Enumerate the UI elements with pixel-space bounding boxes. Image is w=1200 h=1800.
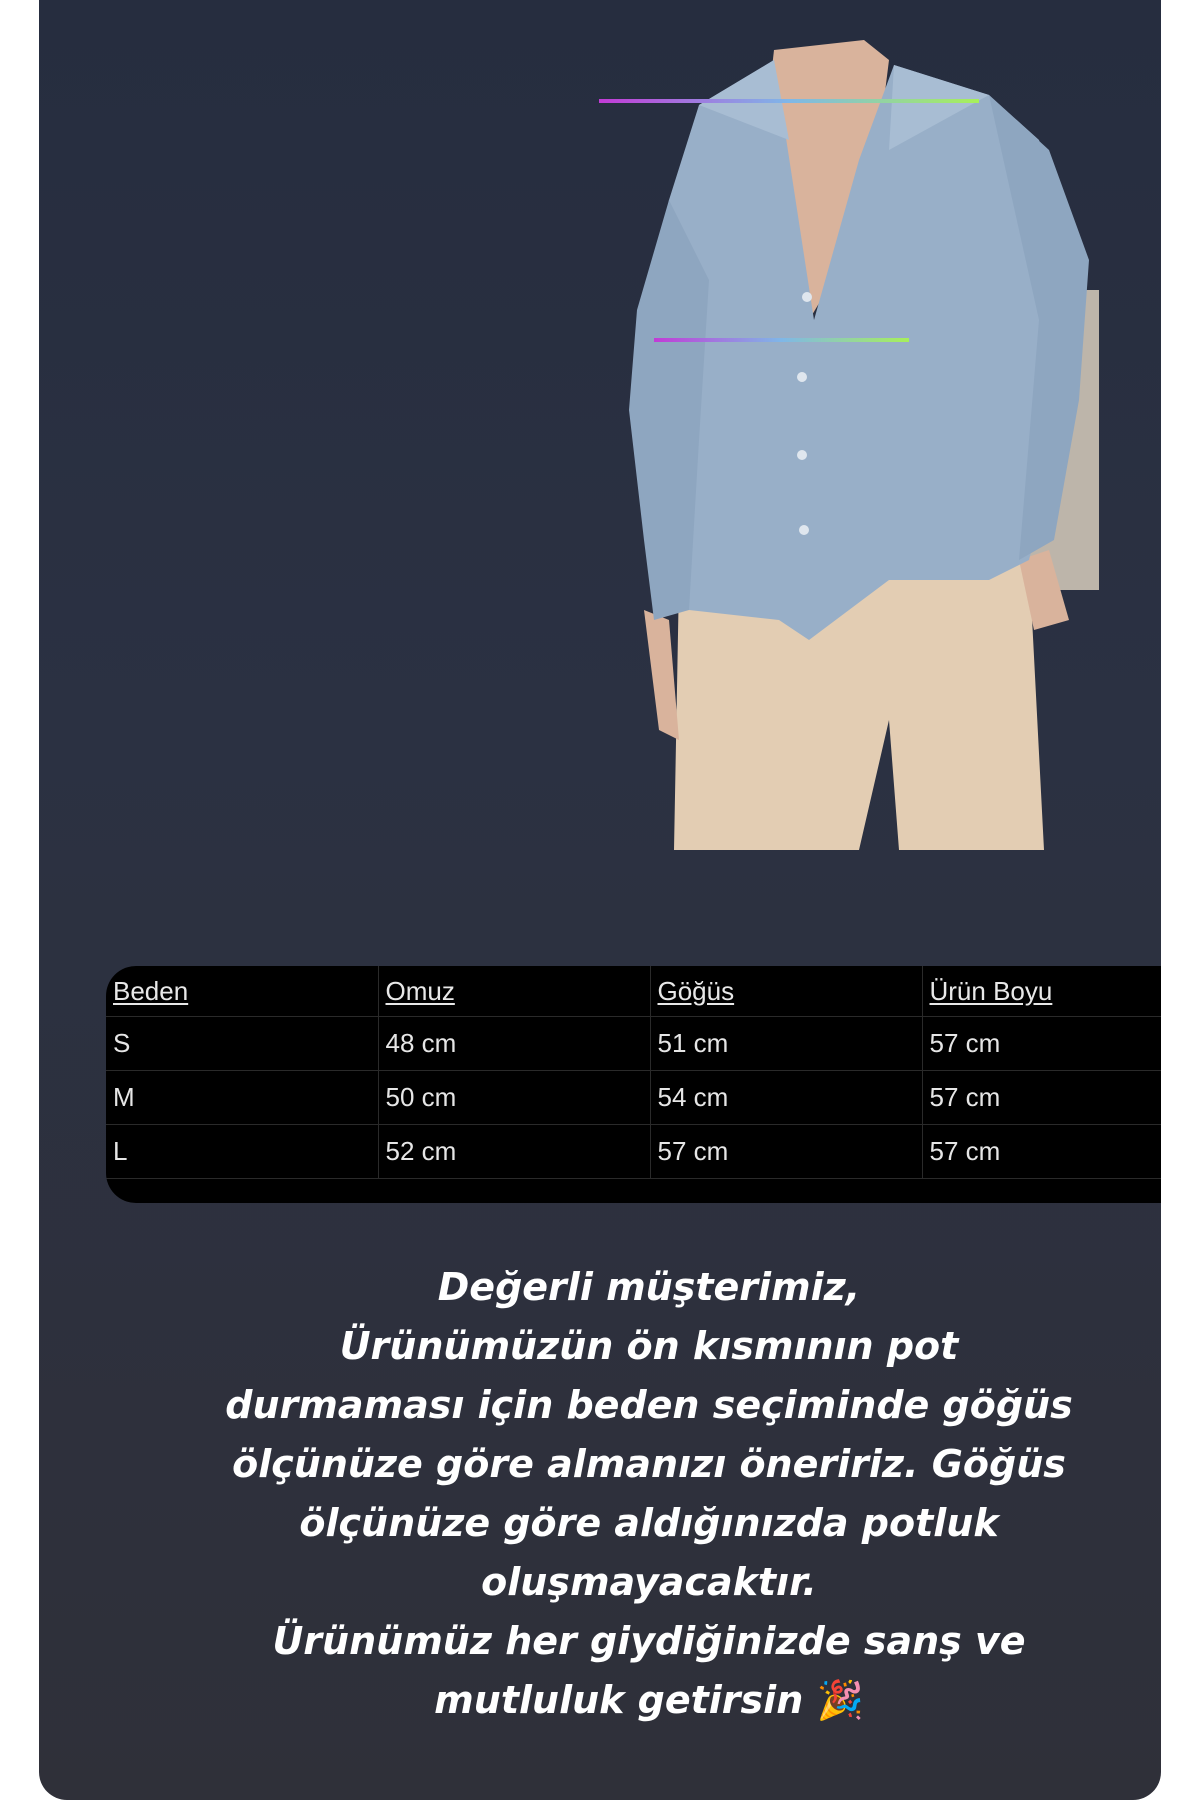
size-cell: L bbox=[106, 1125, 378, 1179]
size-cell: M bbox=[106, 1071, 378, 1125]
table-row bbox=[106, 1071, 1161, 1125]
shoulder-cell: 50 cm bbox=[378, 1071, 650, 1125]
message-line: Ürünümüzün ön kısmının pot bbox=[339, 1324, 959, 1368]
product-photo bbox=[559, 20, 1161, 860]
size-chart-header-row bbox=[106, 966, 1161, 1017]
message-line: durmaması için beden seçiminde göğüs bbox=[225, 1383, 1073, 1427]
header-omuz: Omuz bbox=[378, 966, 650, 1017]
message-line: oluşmayacaktır. bbox=[481, 1560, 817, 1604]
message-line: mutluluk getirsin bbox=[434, 1678, 804, 1722]
length-cell: 57 cm bbox=[922, 1071, 1161, 1125]
table-row bbox=[106, 1125, 1161, 1179]
chest-cell: 51 cm bbox=[650, 1017, 922, 1071]
product-description-panel bbox=[39, 0, 1161, 1800]
customer-message bbox=[159, 1258, 1139, 1730]
chest-cell: 57 cm bbox=[650, 1125, 922, 1179]
message-line: Ürünümüz her giydiğinizde sanş ve bbox=[272, 1619, 1026, 1663]
size-cell: S bbox=[106, 1017, 378, 1071]
header-gogus: Göğüs bbox=[650, 966, 922, 1017]
message-last-line bbox=[159, 1671, 1139, 1730]
chest-measure-line bbox=[654, 338, 909, 342]
message-line: ölçünüze göre almanızı öneririz. Göğüs bbox=[232, 1442, 1066, 1486]
header-urun-boyu: Ürün Boyu bbox=[922, 966, 1161, 1017]
chest-cell: 54 cm bbox=[650, 1071, 922, 1125]
size-chart-table bbox=[106, 966, 1161, 1203]
shoulder-cell: 52 cm bbox=[378, 1125, 650, 1179]
table-row bbox=[106, 1017, 1161, 1071]
message-line: Değerli müşterimiz, bbox=[437, 1265, 861, 1309]
shoulder-measure-line bbox=[599, 99, 979, 103]
length-cell: 57 cm bbox=[922, 1017, 1161, 1071]
party-popper-icon: 🎉 bbox=[816, 1678, 864, 1722]
shoulder-cell: 48 cm bbox=[378, 1017, 650, 1071]
message-line: ölçünüze göre aldığınızda potluk bbox=[299, 1501, 999, 1545]
length-cell: 57 cm bbox=[922, 1125, 1161, 1179]
header-beden: Beden bbox=[106, 966, 378, 1017]
